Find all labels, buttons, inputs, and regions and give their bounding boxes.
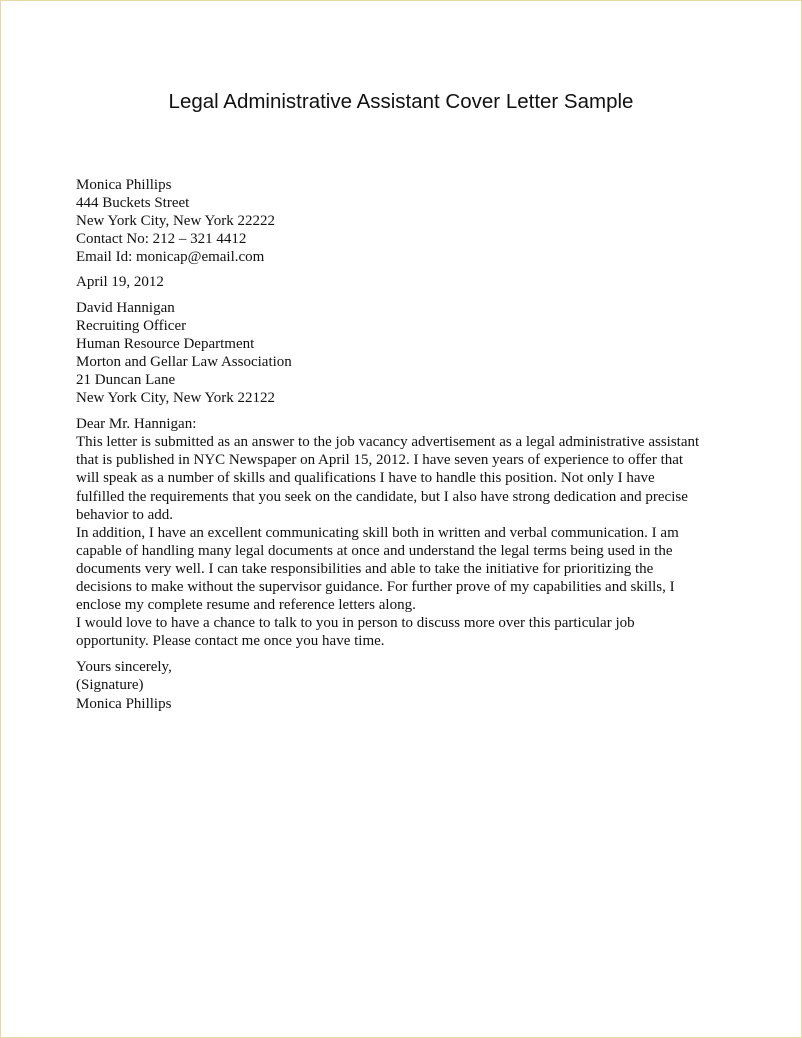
paragraph-line: This letter is submitted as an answer to the job vacancy advertisement as a legal administrative assistant [76,434,700,451]
paragraph-line: will speak as a number of skills and qualifications I have to handle this position. Not only I have [76,470,655,487]
recipient-company: Morton and Gellar Law Association [76,353,292,370]
paragraph-line: enclose my complete resume and reference letters along. [76,597,416,614]
closing-name: Monica Phillips [76,695,172,712]
sender-city: New York City, New York 22222 [76,213,276,230]
letter-date [76,273,736,291]
sender-name: Monica Phillips [76,177,172,193]
paragraph-line: decisions to make without the supervisor guidance. For further prove of my capabilities and skills, I [76,578,675,595]
recipient-city: New York City, New York 22122 [76,390,276,407]
sender-address [76,176,736,266]
paragraph-line: I would love to have a chance to talk to you in person to discuss more over this particular job [76,615,635,632]
paragraph-1 [76,433,736,523]
paragraph-line: that is published in NYC Newspaper on April 15, 2012. I have seven years of experience to offer that [76,452,684,469]
salutation [76,415,736,433]
letter-body [76,176,736,713]
paragraph-line: capable of handling many legal documents at once and understand the legal terms being used in the [76,542,673,559]
paragraph-2 [76,524,736,614]
recipient-name: David Hannigan [76,299,175,316]
date-text: April 19, 2012 [76,274,164,291]
closing-phrase: Yours sincerely, [76,659,172,676]
paragraph-3 [76,614,736,650]
sender-phone: Contact No: 212 – 321 4412 [76,231,247,248]
paragraph-line: fulfilled the requirements that you seek on the candidate, but I also have strong dedication and precise [76,488,688,505]
document-title: Legal Administrative Assistant Cover Letter Sample [168,90,634,113]
paragraph-line: In addition, I have an excellent communicating skill both in written and verbal communication. I am [76,524,679,541]
signature-placeholder: (Signature) [76,677,144,694]
paragraph-line: behavior to add. [76,506,174,523]
recipient-address [76,299,736,408]
paragraph-line: opportunity. Please contact me once you have time. [76,633,385,650]
closing [76,658,736,712]
recipient-title: Recruiting Officer [76,317,187,334]
paragraph-line: documents very well. I can take responsibilities and able to take the initiative for prioritizing the [76,560,654,577]
sender-email: Email Id: monicap@email.com [76,249,265,266]
recipient-street: 21 Duncan Lane [76,371,176,388]
sender-street: 444 Buckets Street [76,195,190,212]
salutation-text: Dear Mr. Hannigan: [76,416,197,433]
recipient-department: Human Resource Department [76,335,255,352]
